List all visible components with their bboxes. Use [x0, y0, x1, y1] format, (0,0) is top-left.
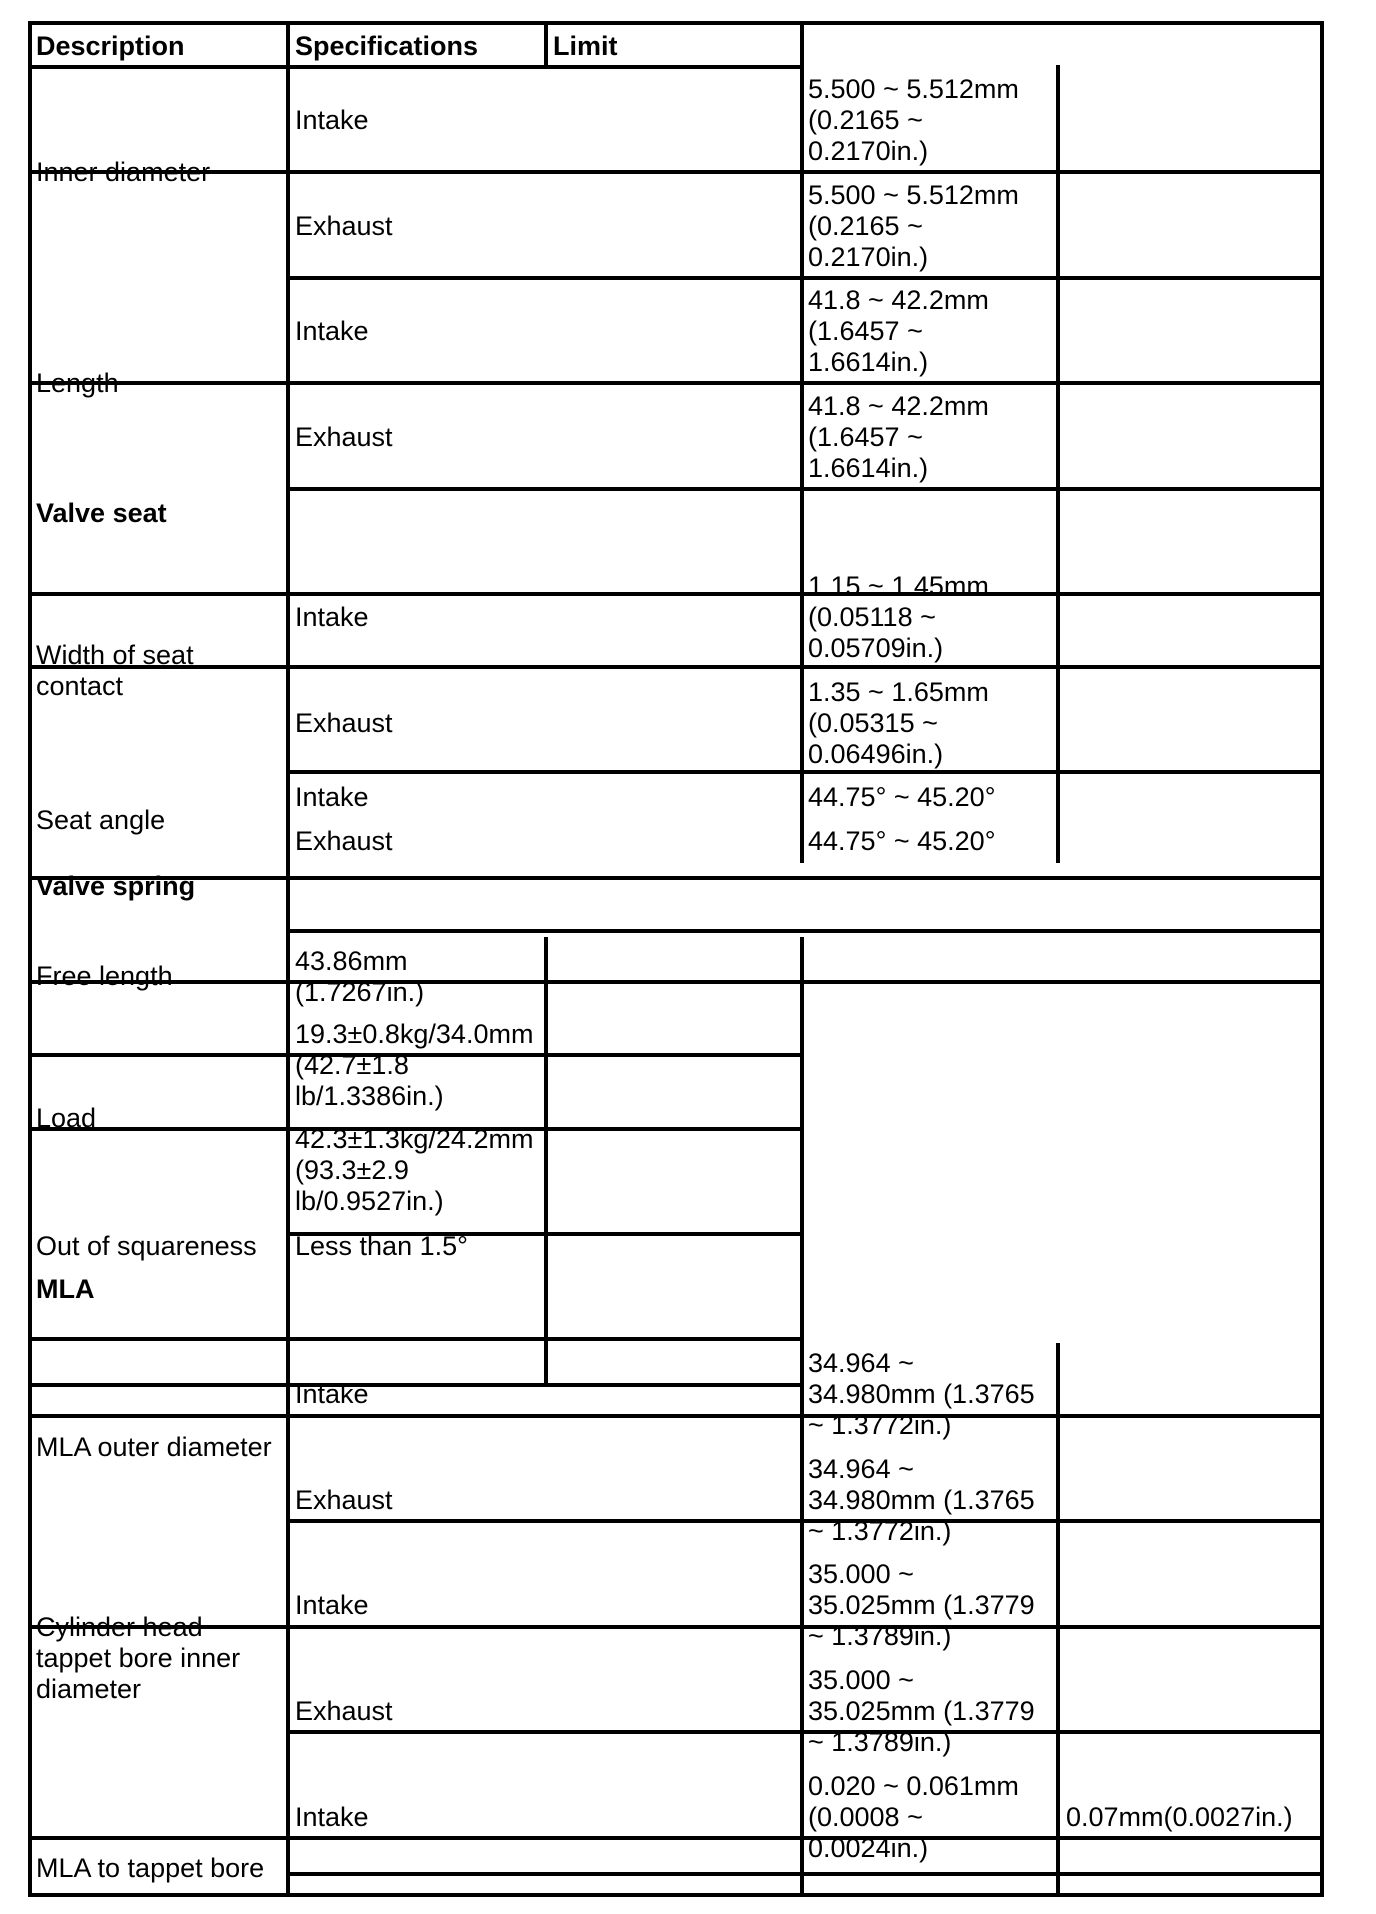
header-description: Description [36, 31, 185, 61]
row-spec: 41.8 ~ 42.2mm [808, 285, 989, 315]
rule [28, 21, 1324, 25]
row-spec: 34.980mm (1.3765 [808, 1485, 1035, 1515]
row-desc: diameter [36, 1674, 142, 1704]
rule [28, 980, 1324, 984]
rule [28, 1893, 1324, 1897]
row-sub: Exhaust [295, 422, 393, 452]
row-spec: 41.8 ~ 42.2mm [808, 391, 989, 421]
rule [28, 1053, 802, 1057]
rule [800, 1343, 804, 1896]
row-desc: tappet bore inner [36, 1643, 241, 1673]
row-spec: (0.05118 ~ [808, 602, 936, 632]
row-sub: Intake [295, 1590, 369, 1620]
section-valve-spring: Valve spring [36, 871, 196, 901]
row-sub: Exhaust [295, 1696, 393, 1726]
row-spec: (1.6457 ~ [808, 422, 923, 452]
rule [28, 21, 32, 1897]
row-sub: Intake [295, 602, 369, 632]
row-desc: MLA to tappet bore [36, 1853, 265, 1883]
row-spec: ~ 1.3772in.) [808, 1516, 952, 1546]
row-spec: 35.025mm (1.3779 [808, 1590, 1035, 1620]
row-spec: lb/1.3386in.) [295, 1081, 444, 1111]
row-spec: 43.86mm [295, 946, 408, 976]
row-spec: (93.3±2.9 [295, 1155, 409, 1185]
row-desc: MLA outer diameter [36, 1432, 272, 1462]
rule [1320, 21, 1324, 1897]
row-spec: (1.6457 ~ [808, 316, 923, 346]
row-spec: 1.6614in.) [808, 347, 929, 377]
row-sub: Exhaust [295, 1485, 393, 1515]
row-desc: Seat angle [36, 805, 166, 835]
row-desc: Free length [36, 961, 173, 991]
rule [286, 1872, 1324, 1876]
row-spec: 5.500 ~ 5.512mm [808, 180, 1019, 210]
row-spec: (0.2165 ~ [808, 211, 923, 241]
row-spec: 42.3±1.3kg/24.2mm [295, 1124, 534, 1154]
section-mla: MLA [36, 1274, 95, 1304]
row-desc: Length [36, 368, 119, 398]
row-spec: Less than 1.5° [295, 1231, 468, 1261]
rule [1056, 65, 1060, 863]
row-desc: Cylinder head [36, 1612, 203, 1642]
row-spec: (0.05315 ~ [808, 708, 938, 738]
section-valve-seat: Valve seat [36, 498, 167, 528]
rule [28, 876, 1324, 880]
row-spec: (0.0008 ~ [808, 1802, 923, 1832]
row-spec: 35.000 ~ [808, 1665, 914, 1695]
row-spec: ~ 1.3789in.) [808, 1727, 952, 1757]
rule [286, 1519, 1324, 1523]
row-limit: 0.07mm(0.0027in.) [1066, 1802, 1293, 1832]
row-spec: 0.05709in.) [808, 633, 944, 663]
row-sub: Intake [295, 782, 369, 812]
rule [286, 1730, 1324, 1734]
row-sub: Intake [295, 316, 369, 346]
row-sub: Exhaust [295, 826, 393, 856]
row-spec: 0.06496in.) [808, 739, 944, 769]
row-spec: ~ 1.3772in.) [808, 1410, 952, 1440]
rule [28, 381, 1324, 385]
row-spec: 34.964 ~ [808, 1454, 914, 1484]
row-spec: 34.964 ~ [808, 1348, 914, 1378]
rule [286, 276, 1324, 280]
header-specifications: Specifications [295, 31, 479, 61]
rule [28, 592, 1324, 596]
row-desc: Load [36, 1103, 97, 1133]
row-spec: 35.025mm (1.3779 [808, 1696, 1035, 1726]
rule [800, 21, 804, 863]
row-desc: Out of squareness [36, 1231, 257, 1261]
row-spec: 0.020 ~ 0.061mm [808, 1771, 1019, 1801]
row-sub: Intake [295, 1802, 369, 1832]
rule [28, 665, 1324, 669]
row-spec: 5.500 ~ 5.512mm [808, 74, 1019, 104]
rule [544, 937, 548, 1387]
row-spec: 35.000 ~ [808, 1559, 914, 1589]
rule [28, 65, 800, 69]
rule [28, 1337, 802, 1341]
row-spec: (1.7267in.) [295, 977, 425, 1007]
row-spec: 1.15 ~ 1.45mm [808, 571, 989, 601]
rule [28, 1625, 1324, 1629]
row-sub: Intake [295, 105, 369, 135]
row-spec: 0.0024in.) [808, 1833, 929, 1863]
row-spec: 1.35 ~ 1.65mm [808, 677, 989, 707]
header-limit: Limit [553, 31, 618, 61]
rule [28, 1836, 1324, 1840]
row-spec: lb/0.9527in.) [295, 1186, 444, 1216]
row-sub: Exhaust [295, 708, 393, 738]
rule [286, 770, 1324, 774]
rule [286, 929, 1324, 933]
row-spec: (42.7±1.8 [295, 1050, 409, 1080]
row-spec: ~ 1.3789in.) [808, 1621, 952, 1651]
rule [28, 1414, 1324, 1418]
row-sub: Intake [295, 1379, 369, 1409]
rule [800, 937, 804, 1387]
row-desc: contact [36, 671, 124, 701]
rule [28, 1383, 802, 1387]
row-spec: 1.6614in.) [808, 453, 929, 483]
row-spec: 34.980mm (1.3765 [808, 1379, 1035, 1409]
row-sub: Exhaust [295, 211, 393, 241]
rule [1056, 1343, 1060, 1896]
row-spec: (0.2165 ~ [808, 105, 923, 135]
rule [28, 170, 1324, 174]
rule [286, 21, 290, 1897]
row-desc: Width of seat [36, 640, 194, 670]
row-spec: 44.75° ~ 45.20° [808, 826, 996, 856]
row-spec: 19.3±0.8kg/34.0mm [295, 1019, 534, 1049]
row-spec: 0.2170in.) [808, 136, 929, 166]
row-spec: 44.75° ~ 45.20° [808, 782, 996, 812]
row-desc: Inner diameter [36, 157, 211, 187]
rule [544, 21, 548, 69]
row-spec: 0.2170in.) [808, 242, 929, 272]
rule [286, 487, 1324, 491]
